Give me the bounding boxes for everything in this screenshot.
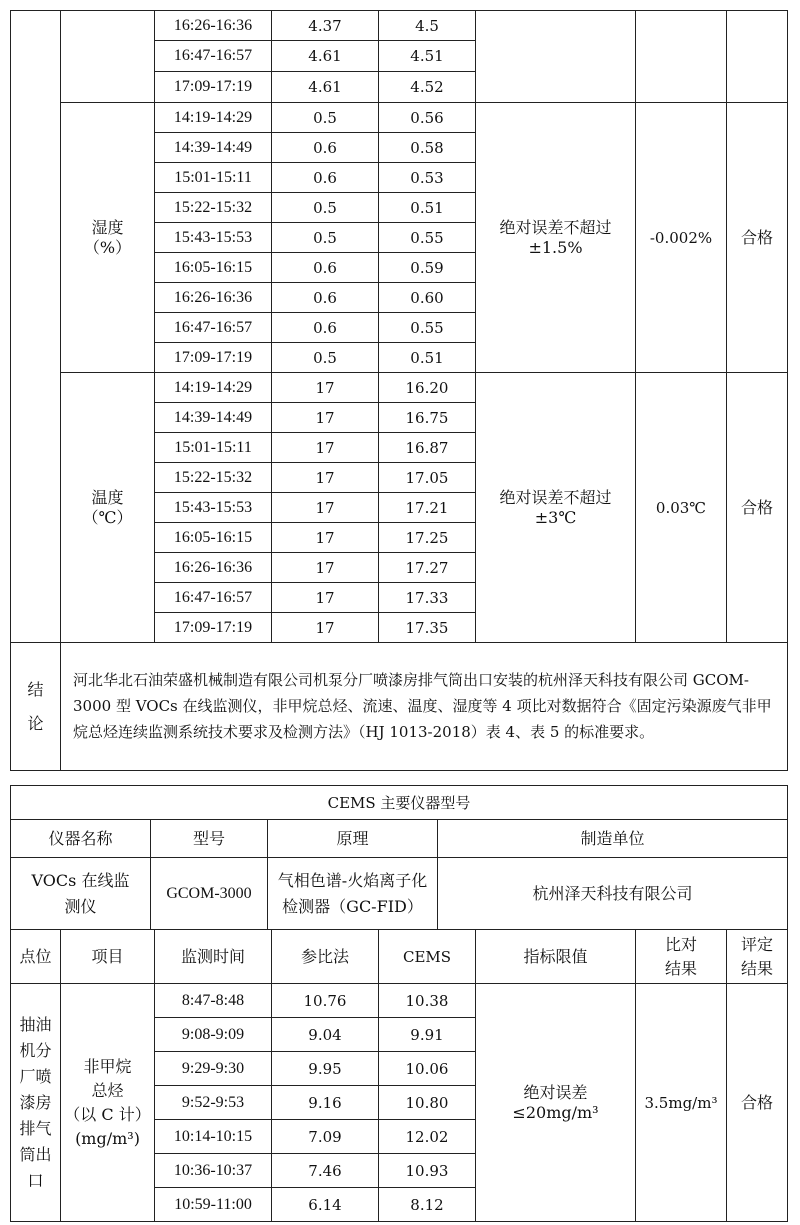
time-cell: 16:26-16:36 <box>155 283 272 313</box>
humidity-item-label: 湿度 <box>91 217 124 237</box>
header-result-line2: 结果 <box>664 958 697 978</box>
cems-cell: 10.93 <box>379 1154 476 1188</box>
time-cell: 14:39-14:49 <box>155 403 272 433</box>
table-row <box>11 103 788 133</box>
table-row <box>11 984 788 1018</box>
ref-cell: 10.76 <box>272 984 379 1018</box>
ref-cell: 0.5 <box>272 343 379 373</box>
instrument-table <box>10 785 788 930</box>
header-model: 型号 <box>151 820 268 858</box>
time-cell: 9:29-9:30 <box>155 1052 272 1086</box>
instrument-name-cell <box>11 858 151 930</box>
nmhc-result-cell: 3.5mg/m³ <box>636 984 727 1222</box>
cems-cell: 16.75 <box>379 403 476 433</box>
header-result <box>636 930 727 984</box>
point-line: 抽油 <box>19 1014 52 1034</box>
cems-cell: 9.91 <box>379 1018 476 1052</box>
conclusion-text: 河北华北石油荣盛机械制造有限公司机泵分厂喷漆房排气筒出口安装的杭州泽天科技有限公司 GCOM-3000 型 VOCs 在线监测仪，非甲烷总烃、流速、温度、湿度等 4 项比对数据符合《固定污染源废气非甲烷总烃连续监测系统技术要求及检测方法》（HJ 1013-2018）表 4、表 5 的标准要求。 <box>61 643 788 771</box>
ref-cell: 17 <box>272 493 379 523</box>
instrument-table-title: CEMS 主要仪器型号 <box>11 786 788 820</box>
ref-cell: 0.6 <box>272 283 379 313</box>
nmhc-verdict-cell: 合格 <box>727 984 788 1222</box>
ref-cell: 7.46 <box>272 1154 379 1188</box>
temperature-item-cell <box>61 373 155 643</box>
cems-cell: 0.51 <box>379 193 476 223</box>
time-cell: 16:05-16:15 <box>155 253 272 283</box>
ref-cell: 17 <box>272 433 379 463</box>
ref-cell: 0.5 <box>272 223 379 253</box>
ref-cell: 0.6 <box>272 313 379 343</box>
temperature-criterion-cell <box>476 373 636 643</box>
cems-cell: 10.80 <box>379 1086 476 1120</box>
time-cell: 8:47-8:48 <box>155 984 272 1018</box>
cems-cell: 17.27 <box>379 553 476 583</box>
point-cell-continued <box>11 11 61 643</box>
table-row <box>11 373 788 403</box>
header-row <box>11 930 788 984</box>
nmhc-limit-cell <box>476 984 636 1222</box>
ref-cell: 17 <box>272 613 379 643</box>
time-cell: 17:09-17:19 <box>155 72 272 103</box>
time-cell: 16:26-16:36 <box>155 553 272 583</box>
header-limit: 指标限值 <box>476 930 636 984</box>
ref-cell: 0.6 <box>272 163 379 193</box>
nmhc-comparison-table <box>10 929 788 1222</box>
conclusion-label-2: 论 <box>27 713 44 733</box>
table-row <box>11 11 788 41</box>
instrument-name-line2: 测仪 <box>64 896 97 916</box>
cems-cell: 17.35 <box>379 613 476 643</box>
instrument-model-cell: GCOM-3000 <box>151 858 268 930</box>
time-cell: 15:43-15:53 <box>155 223 272 253</box>
point-line: 机分 <box>19 1040 52 1060</box>
temperature-result-cell: 0.03℃ <box>636 373 727 643</box>
time-cell: 14:39-14:49 <box>155 133 272 163</box>
instrument-principle-cell <box>268 858 438 930</box>
time-cell: 10:59-11:00 <box>155 1188 272 1222</box>
humidity-unit-label: （%） <box>83 237 132 257</box>
limit-line2: ≤20mg/m³ <box>512 1102 599 1122</box>
header-verdict-line1: 评定 <box>740 934 773 954</box>
instrument-principle-line2: 检测器（GC-FID） <box>282 896 423 916</box>
cems-cell: 12.02 <box>379 1120 476 1154</box>
header-time: 监测时间 <box>155 930 272 984</box>
cems-cell: 0.60 <box>379 283 476 313</box>
cems-cell: 16.87 <box>379 433 476 463</box>
cems-cell: 0.51 <box>379 343 476 373</box>
ref-cell: 4.61 <box>272 72 379 103</box>
temperature-criterion-line2: ±3℃ <box>534 507 577 527</box>
header-ref: 参比法 <box>272 930 379 984</box>
instrument-principle-line1: 气相色谱-火焰离子化 <box>277 870 428 890</box>
item-line4: (mg/m³) <box>75 1128 140 1148</box>
ref-cell: 17 <box>272 403 379 433</box>
point-line: 漆房 <box>19 1092 52 1112</box>
point-cell <box>11 984 61 1222</box>
ref-cell: 17 <box>272 373 379 403</box>
ref-cell: 4.37 <box>272 11 379 41</box>
time-cell: 15:01-15:11 <box>155 163 272 193</box>
time-cell: 10:14-10:15 <box>155 1120 272 1154</box>
result-cell-continued <box>636 11 727 103</box>
conclusion-label-cell <box>11 643 61 771</box>
ref-cell: 9.16 <box>272 1086 379 1120</box>
time-cell: 15:43-15:53 <box>155 493 272 523</box>
time-cell: 16:26-16:36 <box>155 11 272 41</box>
cems-cell: 0.53 <box>379 163 476 193</box>
cems-cell: 4.5 <box>379 11 476 41</box>
time-cell: 17:09-17:19 <box>155 343 272 373</box>
cems-cell: 10.06 <box>379 1052 476 1086</box>
cems-cell: 0.55 <box>379 313 476 343</box>
ref-cell: 0.6 <box>272 133 379 163</box>
cems-cell: 17.25 <box>379 523 476 553</box>
time-cell: 9:52-9:53 <box>155 1086 272 1120</box>
cems-cell: 17.05 <box>379 463 476 493</box>
time-cell: 16:47-16:57 <box>155 313 272 343</box>
conclusion-label-1: 结 <box>27 679 44 699</box>
temperature-item-label: 温度 <box>91 487 124 507</box>
header-principle: 原理 <box>268 820 438 858</box>
ref-cell: 4.61 <box>272 41 379 72</box>
humidity-verdict-cell: 合格 <box>727 103 788 373</box>
humidity-criterion-line1: 绝对误差不超过 <box>499 217 612 237</box>
verdict-cell-continued <box>727 11 788 103</box>
cems-cell: 0.59 <box>379 253 476 283</box>
point-line: 厂喷 <box>19 1066 52 1086</box>
ref-cell: 17 <box>272 463 379 493</box>
conclusion-row <box>11 643 788 771</box>
temperature-criterion-line1: 绝对误差不超过 <box>499 487 612 507</box>
nmhc-item-cell <box>61 984 155 1222</box>
ref-cell: 17 <box>272 583 379 613</box>
cems-cell: 4.51 <box>379 41 476 72</box>
time-cell: 17:09-17:19 <box>155 613 272 643</box>
humidity-result-cell: -0.002% <box>636 103 727 373</box>
ref-cell: 0.5 <box>272 103 379 133</box>
time-cell: 16:47-16:57 <box>155 583 272 613</box>
item-line2: 总烃 <box>91 1080 124 1100</box>
time-cell: 15:22-15:32 <box>155 463 272 493</box>
ref-cell: 7.09 <box>272 1120 379 1154</box>
cems-cell: 10.38 <box>379 984 476 1018</box>
item-cell-continued <box>61 11 155 103</box>
cems-cell: 16.20 <box>379 373 476 403</box>
instrument-name-line1: VOCs 在线监 <box>31 870 130 890</box>
time-cell: 16:47-16:57 <box>155 41 272 72</box>
ref-cell: 6.14 <box>272 1188 379 1222</box>
header-verdict-line2: 结果 <box>740 958 773 978</box>
header-point: 点位 <box>11 930 61 984</box>
instrument-maker-cell: 杭州泽天科技有限公司 <box>438 858 788 930</box>
cems-cell: 4.52 <box>379 72 476 103</box>
item-line1: 非甲烷 <box>83 1056 132 1076</box>
cems-cell: 0.58 <box>379 133 476 163</box>
header-cems: CEMS <box>379 930 476 984</box>
humidity-criterion-cell <box>476 103 636 373</box>
humidity-criterion-line2: ±1.5% <box>528 237 583 257</box>
ref-cell: 0.6 <box>272 253 379 283</box>
header-result-line1: 比对 <box>664 934 697 954</box>
cems-cell: 8.12 <box>379 1188 476 1222</box>
cems-cell: 17.21 <box>379 493 476 523</box>
item-line3: （以 C 计） <box>64 1104 151 1124</box>
time-cell: 14:19-14:29 <box>155 373 272 403</box>
humidity-item-cell <box>61 103 155 373</box>
ref-cell: 0.5 <box>272 193 379 223</box>
point-line: 排气 <box>19 1118 52 1138</box>
temperature-unit-label: （℃） <box>82 507 133 527</box>
instrument-row <box>11 858 788 930</box>
cems-cell: 17.33 <box>379 583 476 613</box>
point-line: 筒出 <box>19 1144 52 1164</box>
cems-cell: 0.56 <box>379 103 476 133</box>
time-cell: 15:01-15:11 <box>155 433 272 463</box>
time-cell: 15:22-15:32 <box>155 193 272 223</box>
ref-cell: 17 <box>272 523 379 553</box>
ref-cell: 9.04 <box>272 1018 379 1052</box>
temperature-verdict-cell: 合格 <box>727 373 788 643</box>
cems-cell: 0.55 <box>379 223 476 253</box>
header-instrument-name: 仪器名称 <box>11 820 151 858</box>
header-maker: 制造单位 <box>438 820 788 858</box>
point-line: 口 <box>27 1170 44 1190</box>
time-cell: 14:19-14:29 <box>155 103 272 133</box>
header-verdict <box>727 930 788 984</box>
time-cell: 10:36-10:37 <box>155 1154 272 1188</box>
criterion-cell-continued <box>476 11 636 103</box>
time-cell: 9:08-9:09 <box>155 1018 272 1052</box>
header-item: 项目 <box>61 930 155 984</box>
limit-line1: 绝对误差 <box>523 1082 588 1102</box>
comparison-table-continued <box>10 10 788 771</box>
ref-cell: 17 <box>272 553 379 583</box>
time-cell: 16:05-16:15 <box>155 523 272 553</box>
ref-cell: 9.95 <box>272 1052 379 1086</box>
